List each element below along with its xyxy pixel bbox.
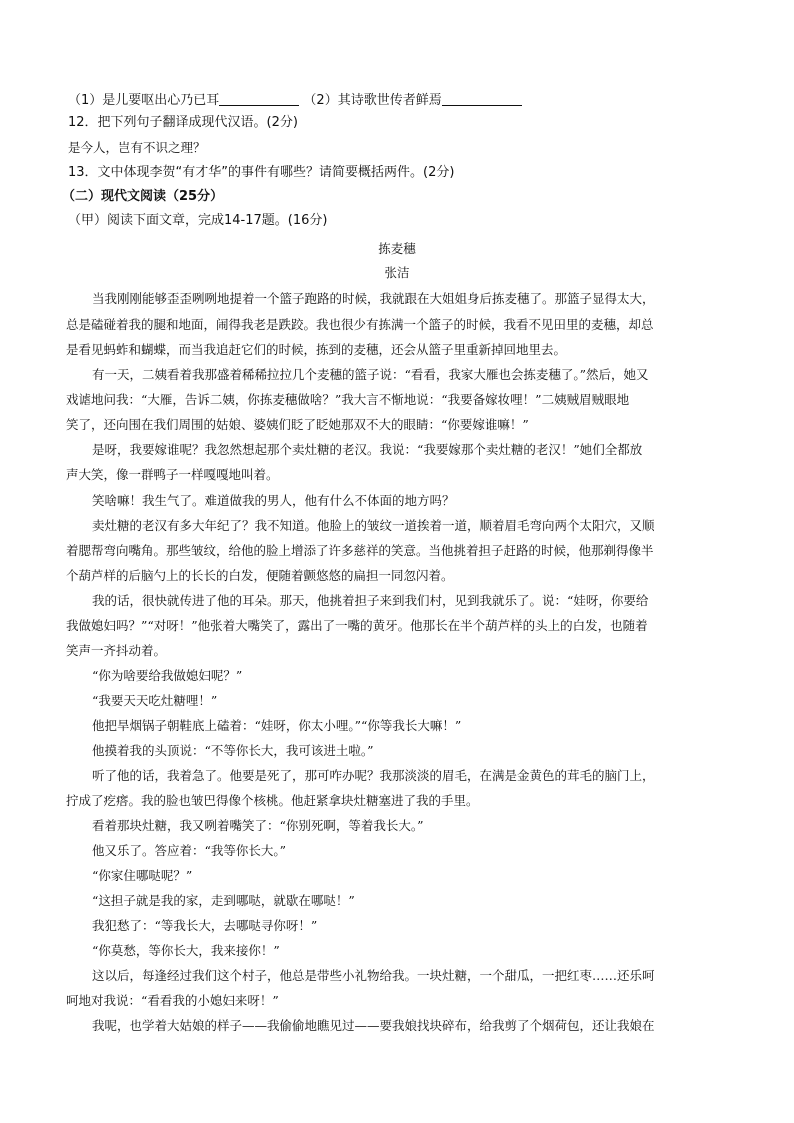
article-line: 笑声一齐抖动着。 [66,643,167,658]
article-line: “你家住哪哒呢？” [92,868,193,883]
q12-sentence: 是今人，岂有不识之理？ [68,140,206,155]
article-line: 戏谑地问我：“大雁，告诉二姨，你拣麦穗做啥？”我大言不惭地说：“我要备嫁妆哩！”二姨贼眉贼眼地 [66,392,630,407]
answer-blank[interactable] [219,91,299,106]
article-line: “我要天天吃灶糖哩！” [92,693,218,708]
article-line: 是呀，我要嫁谁呢？我忽然想起那个卖灶糖的老汉。我说：“我要嫁那个卖灶糖的老汉！”她们全都放 [92,442,643,457]
article-line: 个葫芦样的后脑勺上的长长的白发，便随着颤悠悠的扁担一同忽闪着。 [66,568,454,583]
section-instruction: （甲）阅读下面文章，完成14-17题。(16分) [68,213,328,228]
article-author: 张洁 [384,265,410,280]
question-12: 12．把下列句子翻译成现代汉语。(2分) [68,115,298,130]
article-line: 我做媳妇吗？”“对呀！”他张着大嘴笑了，露出了一嘴的黄牙。他那长在半个葫芦样的头上的白发，也随着 [66,618,648,633]
article-line: 声大笑，像一群鸭子一样嘎嘎地叫着。 [66,467,279,482]
q11-part1: （1）是儿要呕出心乃已耳 [68,93,220,108]
article-line: 呵地对我说：“看看我的小媳妇来呀！” [66,993,279,1008]
article-line: 总是磕碰着我的腿和地面，闹得我老是跌跤。我也很少有拣满一个篮子的时候，我看不见田里的麦穗，却总 [66,317,654,332]
article-line: 卖灶糖的老汉有多大年纪了？我不知道。他脸上的皱纹一道挨着一道，顺着眉毛弯向两个太阳穴，又顺 [92,518,655,533]
answer-blank[interactable] [442,91,522,106]
article-line: 我的话，很快就传进了他的耳朵。那天，他挑着担子来到我们村，见到我就乐了。说：“娃呀，你要给 [92,593,649,608]
article-line: 看着那块灶糖，我又咧着嘴笑了：“你别死啊，等着我长大。” [92,818,424,833]
article-line: 这以后，每逢经过我们这个村子，他总是带些小礼物给我。一块灶糖，一个甜瓜，一把红枣……还乐呵 [92,968,655,983]
article-line: “你莫愁，等你长大，我来接你！” [92,943,280,958]
article-line: 着腮帮弯向嘴角。那些皱纹，给他的脸上增添了许多慈祥的笑意。当他挑着担子赶路的时候，他那剃得像半 [66,543,654,558]
section-heading: （二）现代文阅读（25分） [62,189,224,204]
article-line: 当我刚刚能够歪歪咧咧地提着一个篮子跑路的时候，我就跟在大姐姐身后拣麦穗了。那篮子显得太大， [92,291,655,306]
article-title: 拣麦穗 [378,241,416,256]
article-line: “你为啥要给我做媳妇呢？” [92,668,243,683]
article-line: 我犯愁了：“等我长大，去哪哒寻你呀！” [92,918,318,933]
article-line: 笑了，还向围在我们周围的姑娘、婆姨们眨了眨她那双不大的眼睛：“你要嫁谁嘛！” [66,417,529,432]
article-line: 我呢，也学着大姑娘的样子——我偷偷地瞧见过——要我娘找块碎布，给我剪了个烟荷包，还让我娘在 [92,1018,655,1033]
q11-part2: （2）其诗歌世传者鲜焉 [303,93,442,108]
article-line: 他又乐了。答应着：“我等你长大。” [92,843,287,858]
article-line: 有一天，二姨看着我那盛着稀稀拉拉几个麦穗的篮子说：“看看，我家大雁也会拣麦穗了。”然后，她又 [92,367,649,382]
article-line: “这担子就是我的家，走到哪哒，就歇在哪哒！” [92,893,355,908]
article-line: 笑啥嘛！我生气了。难道做我的男人，他有什么不体面的地方吗？ [92,493,455,508]
q11-answer-lines [68,91,522,110]
article-line: 拧成了疙瘩。我的脸也皱巴得像个核桃。他赶紧拿块灶糖塞进了我的手里。 [66,793,479,808]
article-line: 他把旱烟锅子朝鞋底上磕着：“娃呀，你太小哩。”“你等我长大嘛！” [92,718,462,733]
article-line: 是看见蚂蚱和蝴蝶，而当我追赶它们的时候，拣到的麦穗，还会从篮子里重新掉回地里去。 [66,342,567,357]
article-line: 他摸着我的头顶说：“不等你长大，我可该进土啦。” [92,743,374,758]
question-13: 13．文中体现李贺“有才华”的事件有哪些？请简要概括两件。(2分) [68,165,455,180]
article-line: 听了他的话，我着急了。他要是死了，那可咋办呢？我那淡淡的眉毛，在满是金黄色的茸毛的脑门上， [92,768,655,783]
